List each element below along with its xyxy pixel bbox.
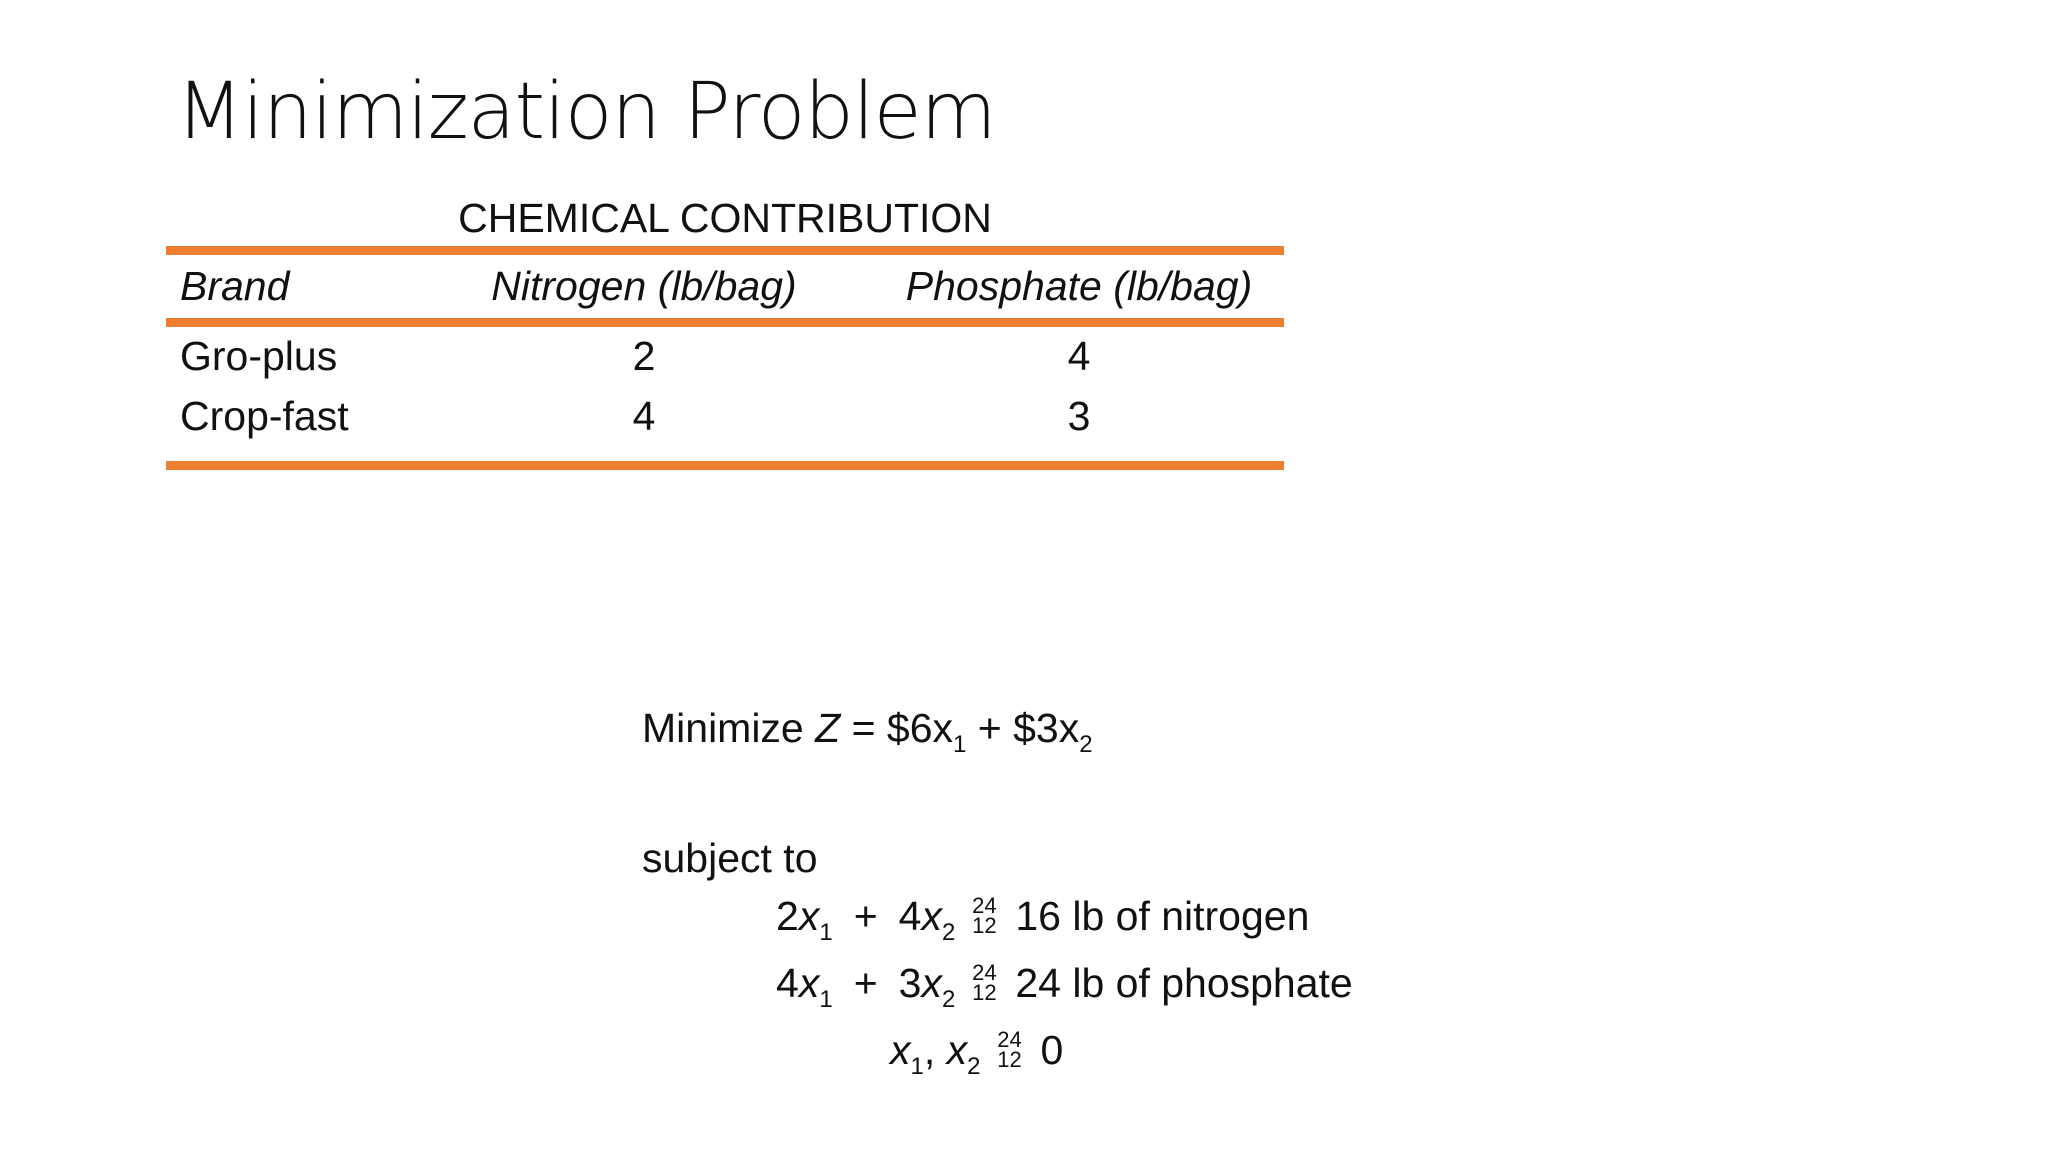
constraint-phosphate: $4x_1 + 3x_2$ 24 12 24 lb of phosphate — [776, 960, 1353, 1013]
header-nitrogen: Nitrogen (lb/bag) — [491, 263, 797, 309]
table-bottom-rule — [166, 461, 1284, 470]
cell-nitrogen: 4 — [632, 393, 656, 439]
table-top-rule — [166, 246, 1284, 255]
objective-function: Minimize $Z = \$6x_1$ + $\$3x_2$ — [642, 705, 1093, 758]
cell-phosphate: 4 — [1067, 333, 1091, 379]
constraint-nitrogen: $2x_1 + 4x_2$ 24 12 16 lb of nitrogen — [776, 893, 1310, 946]
slide-title: Minimization Problem — [176, 67, 996, 157]
header-brand: Brand — [180, 263, 290, 309]
table-caption: CHEMICAL CONTRIBUTION — [458, 195, 992, 241]
table-header-rule — [166, 318, 1284, 327]
cell-nitrogen: 2 — [632, 333, 656, 379]
cell-brand: Crop-fast — [180, 393, 349, 439]
subject-to-label: subject to — [642, 835, 818, 881]
relation-symbol: 24 12 — [972, 960, 997, 1006]
header-phosphate: Phosphate (lb/bag) — [905, 263, 1253, 309]
cell-brand: Gro-plus — [180, 333, 338, 379]
cell-phosphate: 3 — [1067, 393, 1091, 439]
objective-variable: Z — [815, 705, 841, 751]
relation-symbol: 24 12 — [997, 1027, 1022, 1073]
nonnegativity-constraint: $x_1$, $x_2$ 24 12 0 — [890, 1027, 1064, 1080]
relation-symbol: 24 12 — [972, 893, 997, 939]
